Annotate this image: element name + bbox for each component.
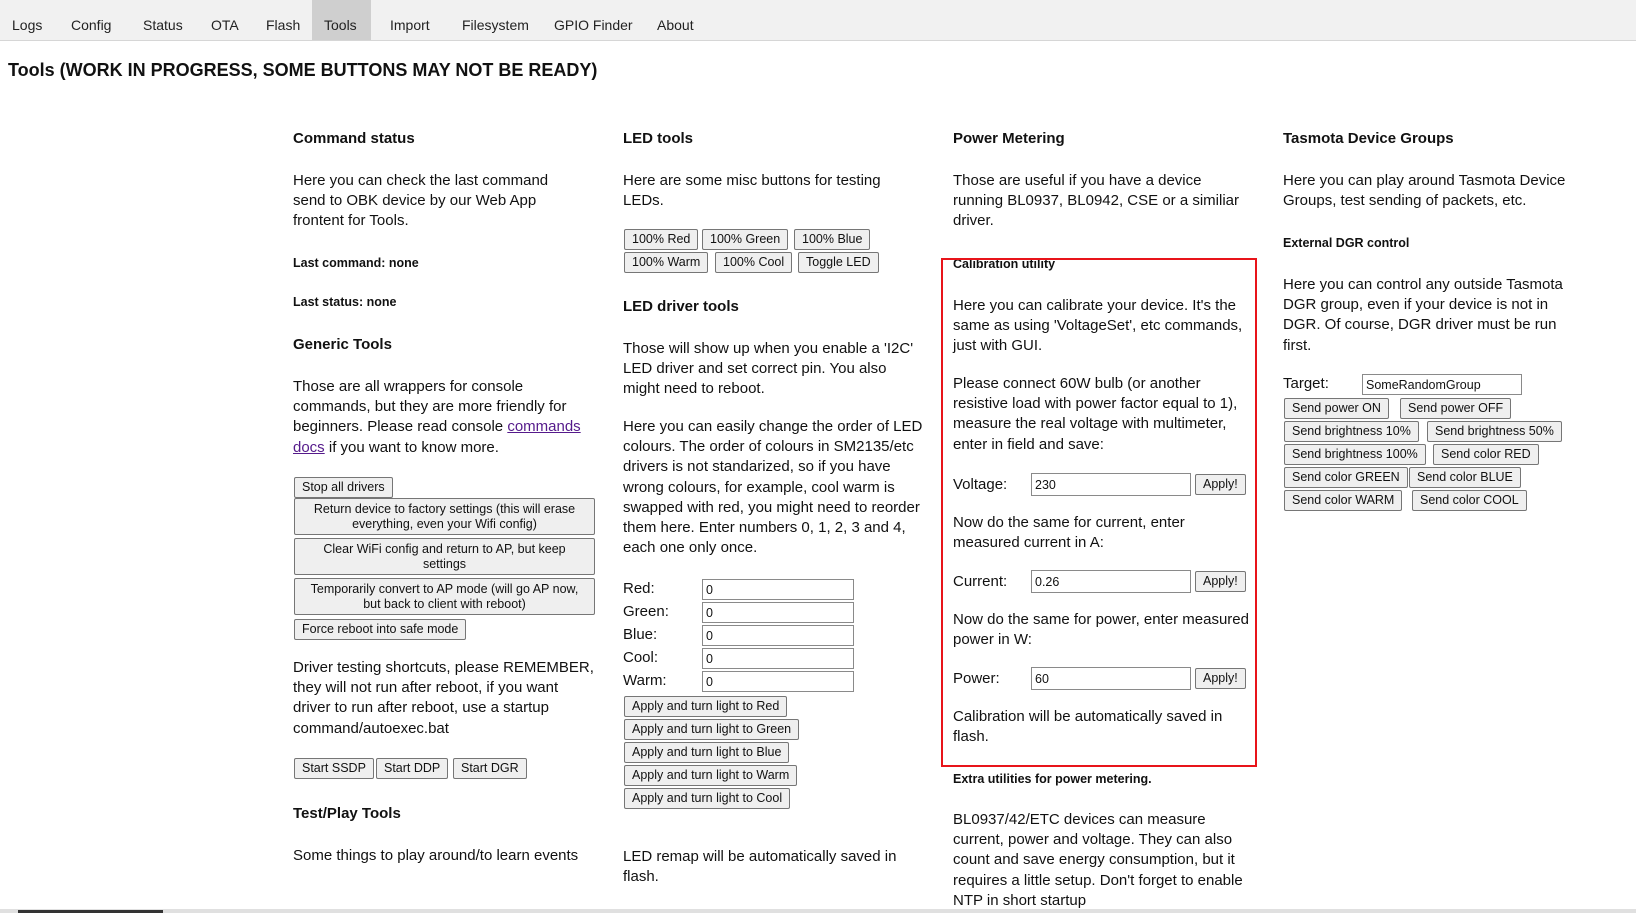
extra-utilities-heading: Extra utilities for power metering. [953, 772, 1152, 786]
led-green-button[interactable]: 100% Green [702, 229, 788, 250]
send-power-off-button[interactable]: Send power OFF [1400, 398, 1511, 419]
dgr-description: Here you can play around Tasmota Device Groups, test sending of packets, etc. [1283, 172, 1566, 210]
send-color-red-button[interactable]: Send color RED [1433, 444, 1539, 465]
tab-about[interactable]: About [657, 17, 694, 33]
power-label: Power: [953, 670, 1000, 687]
apply-cool-button[interactable]: Apply and turn light to Cool [624, 788, 790, 809]
last-status: Last status: none [293, 295, 397, 309]
tab-config[interactable]: Config [71, 17, 112, 33]
toggle-led-button[interactable]: Toggle LED [798, 252, 879, 273]
apply-warm-button[interactable]: Apply and turn light to Warm [624, 765, 797, 786]
current-label: Current: [953, 573, 1008, 590]
green-order-input[interactable] [702, 602, 854, 623]
voltage-input[interactable] [1031, 473, 1191, 496]
tab-bar [0, 0, 1636, 41]
power-instructions: Now do the same for power, enter measured power in W: [953, 611, 1249, 649]
send-color-warm-button[interactable]: Send color WARM [1284, 490, 1402, 511]
generic-tools-text-after: if you want to know more. [324, 438, 499, 456]
start-ssdp-button[interactable]: Start SSDP [294, 758, 374, 779]
green-order-label: Green: [623, 603, 669, 620]
current-instructions: Now do the same for current, enter measured current in A: [953, 514, 1185, 552]
voltage-label: Voltage: [953, 476, 1008, 493]
generic-tools-heading: Generic Tools [293, 336, 392, 353]
blue-order-input[interactable] [702, 625, 854, 646]
led-driver-description: Those will show up when you enable a 'I2C' LED driver and set correct pin. You also might need to reboot. [623, 340, 914, 398]
tab-gpio-finder[interactable]: GPIO Finder [554, 17, 633, 33]
led-tools-description: Here are some misc buttons for testing LEDs. [623, 172, 881, 210]
start-ddp-button[interactable]: Start DDP [376, 758, 448, 779]
send-color-green-button[interactable]: Send color GREEN [1284, 467, 1408, 488]
tab-flash[interactable]: Flash [266, 17, 301, 33]
start-dgr-button[interactable]: Start DGR [453, 758, 527, 779]
apply-blue-button[interactable]: Apply and turn light to Blue [624, 742, 789, 763]
calibration-description: Here you can calibrate your device. It's the same as using 'VoltageSet', etc commands, just with GUI. [953, 297, 1243, 355]
page-title: Tools (WORK IN PROGRESS, SOME BUTTONS MAY NOT BE READY) [8, 60, 598, 80]
target-label: Target: [1283, 375, 1329, 392]
power-apply-button[interactable]: Apply! [1195, 668, 1246, 689]
led-warm-button[interactable]: 100% Warm [624, 252, 708, 273]
tab-logs[interactable]: Logs [12, 17, 43, 33]
led-cool-button[interactable]: 100% Cool [715, 252, 792, 273]
apply-red-button[interactable]: Apply and turn light to Red [624, 696, 787, 717]
last-command: Last command: none [293, 256, 419, 270]
driver-shortcuts-note: Driver testing shortcuts, please REMEMBER, they will not run after reboot, if you want driver to run after reboot, use a startup command/autoexec.bat [293, 659, 594, 737]
command-status-description: Here you can check the last command send to OBK device by our Web App frontent for Tools. [293, 172, 549, 230]
led-red-button[interactable]: 100% Red [624, 229, 698, 250]
led-driver-heading: LED driver tools [623, 298, 739, 315]
factory-reset-button[interactable]: Return device to factory settings (this will erase everything, even your Wifi config) [294, 498, 595, 535]
temp-ap-mode-button[interactable]: Temporarily convert to AP mode (will go AP now, but back to client with reboot) [294, 578, 595, 615]
clear-wifi-button[interactable]: Clear WiFi config and return to AP, but keep settings [294, 538, 595, 575]
led-order-description: Here you can easily change the order of LED colours. The order of colours in SM2135/etc drivers is not standarized, so if you have wrong colours, for example, cool warm is swapped with red, you might need to reorder them here. Enter numbers 0, 1, 2, 3 and 4, each one only once. [623, 418, 923, 557]
calibration-heading: Calibration utility [953, 257, 1056, 271]
led-remap-footer: LED remap will be automatically saved in flash. [623, 848, 897, 886]
apply-green-button[interactable]: Apply and turn light to Green [624, 719, 799, 740]
cool-order-label: Cool: [623, 649, 659, 666]
extra-utilities-description: BL0937/42/ETC devices can measure current, power and voltage. They can also count and save energy consumption, but it requires a little setup. Don't forget to enable NTP in short startup [953, 811, 1243, 909]
safe-mode-button[interactable]: Force reboot into safe mode [294, 619, 466, 640]
test-play-description: Some things to play around/to learn events [293, 847, 579, 864]
target-group-input[interactable] [1362, 374, 1522, 395]
led-tools-heading: LED tools [623, 130, 693, 147]
led-blue-button[interactable]: 100% Blue [794, 229, 870, 250]
calibration-instructions: Please connect 60W bulb (or another resistive load with power factor equal to 1), measure the real voltage with multimeter, enter in field and save: [953, 375, 1238, 453]
dgr-heading: Tasmota Device Groups [1283, 130, 1454, 147]
external-dgr-heading: External DGR control [1283, 236, 1410, 250]
send-color-blue-button[interactable]: Send color BLUE [1409, 467, 1521, 488]
tab-filesystem[interactable]: Filesystem [462, 17, 529, 33]
current-input[interactable] [1031, 570, 1191, 593]
cool-order-input[interactable] [702, 648, 854, 669]
red-order-label: Red: [623, 580, 655, 597]
power-metering-description: Those are useful if you have a device running BL0937, BL0942, CSE or a similiar driver. [953, 172, 1239, 230]
warm-order-input[interactable] [702, 671, 854, 692]
send-brightness-100-button[interactable]: Send brightness 100% [1284, 444, 1426, 465]
bottom-edge [0, 909, 1636, 913]
send-brightness-50-button[interactable]: Send brightness 50% [1427, 421, 1562, 442]
test-play-heading: Test/Play Tools [293, 805, 401, 822]
power-metering-heading: Power Metering [953, 130, 1065, 147]
tab-import[interactable]: Import [390, 17, 430, 33]
tab-tools[interactable]: Tools [312, 0, 371, 40]
voltage-apply-button[interactable]: Apply! [1195, 474, 1246, 495]
command-status-heading: Command status [293, 130, 415, 147]
send-brightness-10-button[interactable]: Send brightness 10% [1284, 421, 1419, 442]
commands-docs-link[interactable]: commands docs [293, 418, 581, 456]
power-input[interactable] [1031, 667, 1191, 690]
calibration-footer: Calibration will be automatically saved in flash. [953, 708, 1223, 746]
tab-ota[interactable]: OTA [211, 17, 239, 33]
send-power-on-button[interactable]: Send power ON [1284, 398, 1389, 419]
stop-all-drivers-button[interactable]: Stop all drivers [294, 477, 393, 498]
current-apply-button[interactable]: Apply! [1195, 571, 1246, 592]
blue-order-label: Blue: [623, 626, 658, 643]
warm-order-label: Warm: [623, 672, 667, 689]
tab-status[interactable]: Status [143, 17, 183, 33]
external-dgr-description: Here you can control any outside Tasmota DGR group, even if your device is not in DGR. Of course, DGR driver must be run first. [1283, 276, 1563, 354]
send-color-cool-button[interactable]: Send color COOL [1412, 490, 1527, 511]
generic-tools-description [293, 377, 595, 458]
red-order-input[interactable] [702, 579, 854, 600]
generic-tools-text-before: Those are all wrappers for console commands, but they are more friendly for beginners. Please read console [293, 378, 567, 436]
